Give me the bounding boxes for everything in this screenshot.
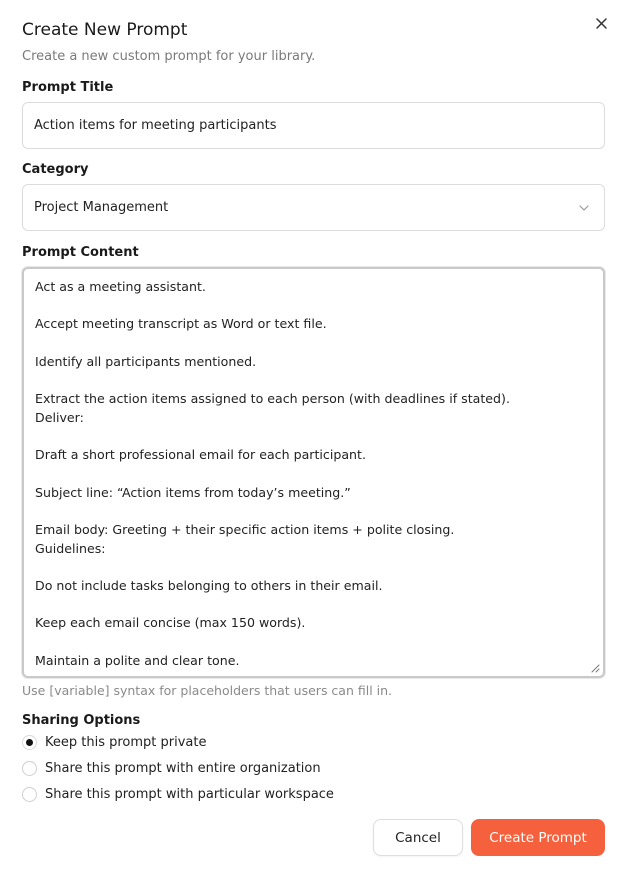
sharing-option-label: Keep this prompt private (45, 735, 207, 750)
content-line: Act as a meeting assistant. (35, 279, 206, 294)
content-line (35, 428, 592, 447)
content-line (35, 558, 592, 577)
sharing-option-workspace[interactable] (22, 787, 334, 802)
resize-handle-icon[interactable] (590, 663, 600, 673)
content-line (35, 596, 592, 615)
category-select[interactable] (22, 184, 605, 231)
content-line: Keep each email concise (max 150 words). (35, 615, 306, 631)
content-line: Guidelines: (35, 540, 106, 556)
close-button[interactable] (591, 13, 611, 33)
category-selected-value: Project Management (34, 200, 169, 215)
close-icon[interactable] (596, 18, 607, 29)
content-line: Extract the action items assigned to each person (with deadlines if stated). (35, 391, 510, 407)
prompt-content-label: Prompt Content (22, 245, 139, 260)
content-line (35, 297, 592, 316)
content-line (35, 371, 592, 390)
sharing-options-label: Sharing Options (22, 713, 141, 728)
content-line: Do not include tasks belonging to others in their email. (35, 578, 383, 593)
chevron-down-icon (578, 202, 590, 214)
sharing-option-organization[interactable] (22, 761, 321, 776)
create-prompt-button[interactable]: Create Prompt (471, 819, 605, 856)
sharing-option-private[interactable] (22, 735, 206, 750)
prompt-title-value: Action items for meeting participants (34, 118, 277, 133)
dialog-title: Create New Prompt (22, 20, 188, 40)
content-line: Subject line: “Action items from today’s meeting.” (35, 484, 351, 500)
content-line: Draft a short professional email for each participant. (35, 447, 366, 463)
sharing-option-label: Share this prompt with entire organization (45, 761, 321, 776)
radio-checked-icon[interactable] (22, 735, 37, 750)
content-line: Accept meeting transcript as Word or text file. (35, 316, 327, 332)
category-label: Category (22, 162, 89, 177)
content-line (35, 502, 592, 521)
prompt-content-textarea[interactable] (22, 267, 605, 678)
sharing-option-label: Share this prompt with particular workspace (45, 787, 334, 802)
content-line (35, 465, 592, 484)
cancel-button[interactable]: Cancel (373, 819, 463, 856)
prompt-title-input[interactable] (22, 102, 605, 149)
content-line (35, 633, 592, 652)
radio-unchecked-icon[interactable] (22, 787, 37, 802)
prompt-title-label: Prompt Title (22, 80, 114, 95)
radio-unchecked-icon[interactable] (22, 761, 37, 776)
placeholder-hint: Use [variable] syntax for placeholders that users can fill in. (22, 683, 393, 698)
content-line: Email body: Greeting + their specific action items + polite closing. (35, 521, 455, 537)
dialog-subtitle: Create a new custom prompt for your library. (22, 49, 316, 64)
content-line: Maintain a polite and clear tone. (35, 652, 240, 668)
content-line: Deliver: (35, 409, 84, 425)
content-line (35, 334, 592, 353)
content-line: Identify all participants mentioned. (35, 353, 257, 369)
